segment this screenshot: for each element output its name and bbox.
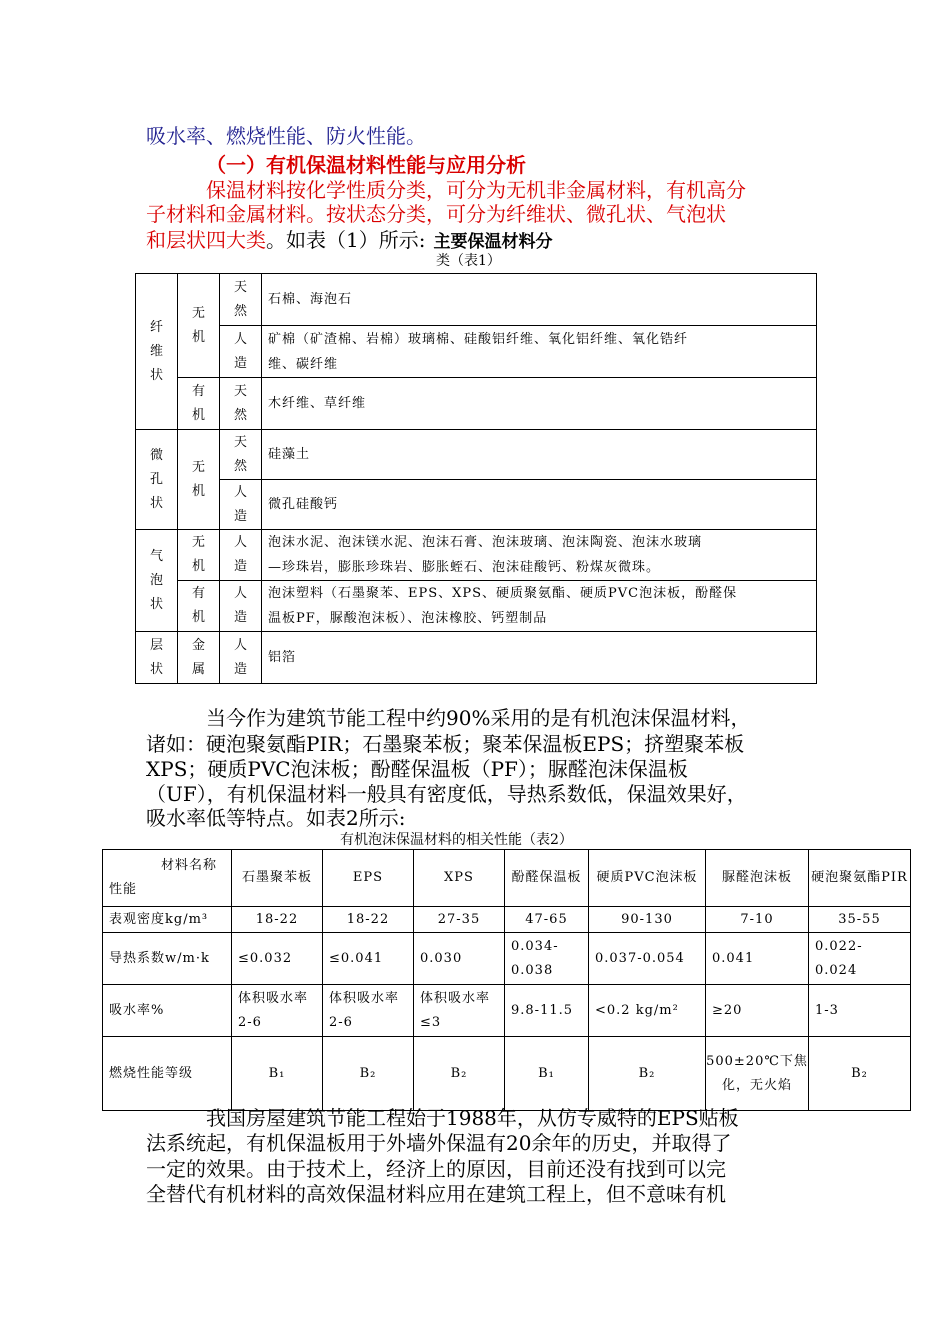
absorption-value: <0.2 kg/m² [589,985,706,1037]
col-eps: EPS [323,850,414,907]
micro-natural-value: 硅藻土 [262,430,817,480]
para1-line3-black: 。如表（1）所示: [266,228,426,252]
density-value: 7-10 [706,907,809,933]
conductivity-value: 0.034-0.038 [505,933,589,985]
col-pir: 硬泡聚氨酯PIR [809,850,911,907]
para2-line2: 诸如：硬泡聚氨酯PIR；石墨聚苯板；聚苯保温板EPS；挤塑聚苯板 [146,732,745,756]
conductivity-value: 0.030 [414,933,505,985]
table2-caption: 有机泡沫保温材料的相关性能（表2） [340,832,573,848]
fire-value: B₂ [323,1037,414,1111]
fiber-natural: 天然 [220,274,262,326]
col-graphite-eps: 石墨聚苯板 [232,850,323,907]
layer-manmade: 人造 [220,632,262,684]
fire-value: B₁ [232,1037,323,1111]
col-pvc: 硬质PVC泡沫板 [589,850,706,907]
para1-line1: 保温材料按化学性质分类，可分为无机非金属材料，有机高分 [206,178,746,202]
conductivity-value: 0.022-0.024 [809,933,911,985]
density-value: 90-130 [589,907,706,933]
density-value: 27-35 [414,907,505,933]
fiber-organic-natural: 天然 [220,378,262,430]
para1-line3-red: 和层状四大类 [146,228,266,252]
para3-line3: 一定的效果。由于技术上，经济上的原因，目前还没有找到可以完 [146,1157,726,1181]
col-urea: 脲醛泡沫板 [706,850,809,907]
header-corner: 材料名称 性能 [103,850,232,907]
para2-line1: 当今作为建筑节能工程中约90%采用的是有机泡沫保温材料， [206,706,751,730]
fiber-natural-value: 石棉、海泡石 [262,274,817,326]
para2-line3: XPS；硬质PVC泡沫板；酚醛保温板（PF）；脲醛泡沫保温板 [146,757,688,781]
micro-manmade: 人造 [220,480,262,530]
cat-micro: 微孔状 [136,430,178,530]
fiber-inorganic: 无机 [178,274,220,378]
density-value: 18-22 [323,907,414,933]
para3-line2: 法系统起，有机保温板用于外墙外保温有20余年的历史，并取得了 [146,1131,732,1155]
layer-value: 铝箔 [262,632,817,684]
bubble-organic-value: 泡沫塑料（石墨聚苯、EPS、XPS、硬质聚氨酯、硬质PVC泡沫板，酚醛保 温板PF，脲酸泡沫板）、泡沫橡胶、钙塑制品 [262,581,817,632]
row-absorption-label: 吸水率% [103,985,232,1037]
micro-inorganic: 无机 [178,430,220,530]
cat-bubble: 气泡状 [136,530,178,632]
density-value: 35-55 [809,907,911,933]
conductivity-value: ≤0.041 [323,933,414,985]
conductivity-value: 0.041 [706,933,809,985]
table-materials-classification [135,273,817,684]
bubble-organic: 有机 [178,581,220,632]
para1-line3-bold: 主要保温材料分 [433,232,553,252]
fiber-organic-value: 木纤维、草纤维 [262,378,817,430]
cat-layer: 层状 [136,632,178,684]
layer-metal: 金属 [178,632,220,684]
row-conductivity-label: 导热系数w/m·k [103,933,232,985]
fire-value: B₂ [809,1037,911,1111]
absorption-value: 9.8-11.5 [505,985,589,1037]
fiber-organic: 有机 [178,378,220,430]
fire-value: B₂ [589,1037,706,1111]
conductivity-value: 0.037-0.054 [589,933,706,985]
conductivity-value: ≤0.032 [232,933,323,985]
fire-value: 500±20℃下焦化，无火焰 [706,1037,809,1111]
density-value: 18-22 [232,907,323,933]
row-fire-label: 燃烧性能等级 [103,1037,232,1111]
bubble-inorganic-value: 泡沫水泥、泡沫镁水泥、泡沫石膏、泡沫玻璃、泡沫陶瓷、泡沫水玻璃 —珍珠岩，膨胀珍珠岩、膨胀蛭石、泡沫硅酸钙、粉煤灰微珠。 [262,530,817,581]
absorption-value: 体积吸水率2-6 [323,985,414,1037]
fiber-manmade: 人造 [220,326,262,378]
col-xps: XPS [414,850,505,907]
para2-line5: 吸水率低等特点。如表2所示: [146,806,406,830]
para1-line2: 子材料和金属材料。按状态分类，可分为纤维状、微孔状、气泡状 [146,202,726,226]
absorption-value: 1-3 [809,985,911,1037]
intro-line: 吸水率、燃烧性能、防火性能。 [146,124,426,148]
section-heading: （一）有机保温材料性能与应用分析 [206,153,526,177]
cat-fiber: 纤维状 [136,274,178,430]
micro-natural: 天然 [220,430,262,480]
bubble-inorganic: 无机 [178,530,220,581]
fiber-manmade-value: 矿棉（矿渣棉、岩棉）玻璃棉、硅酸铝纤维、氧化铝纤维、氧化锆纤 维、碳纤维 [262,326,817,378]
fire-value: B₁ [505,1037,589,1111]
micro-manmade-value: 微孔硅酸钙 [262,480,817,530]
para1-line3 [146,228,552,254]
table1-caption: 类（表1） [436,253,501,269]
para2-line4: （UF），有机保温材料一般具有密度低，导热系数低，保温效果好， [146,782,747,806]
absorption-value: ≥20 [706,985,809,1037]
fire-value: B₂ [414,1037,505,1111]
absorption-value: 体积吸水率2-6 [232,985,323,1037]
row-density-label: 表观密度kg/m³ [103,907,232,933]
table-foam-properties [102,849,911,1111]
density-value: 47-65 [505,907,589,933]
para3-line4: 全替代有机材料的高效保温材料应用在建筑工程上，但不意味有机 [146,1182,726,1206]
bubble-organic-manmade: 人造 [220,581,262,632]
bubble-inorganic-manmade: 人造 [220,530,262,581]
absorption-value: 体积吸水率≤3 [414,985,505,1037]
col-phenolic: 酚醛保温板 [505,850,589,907]
para3-line1: 我国房屋建筑节能工程始于1988年，从仿专威特的EPS贴板 [206,1106,739,1130]
